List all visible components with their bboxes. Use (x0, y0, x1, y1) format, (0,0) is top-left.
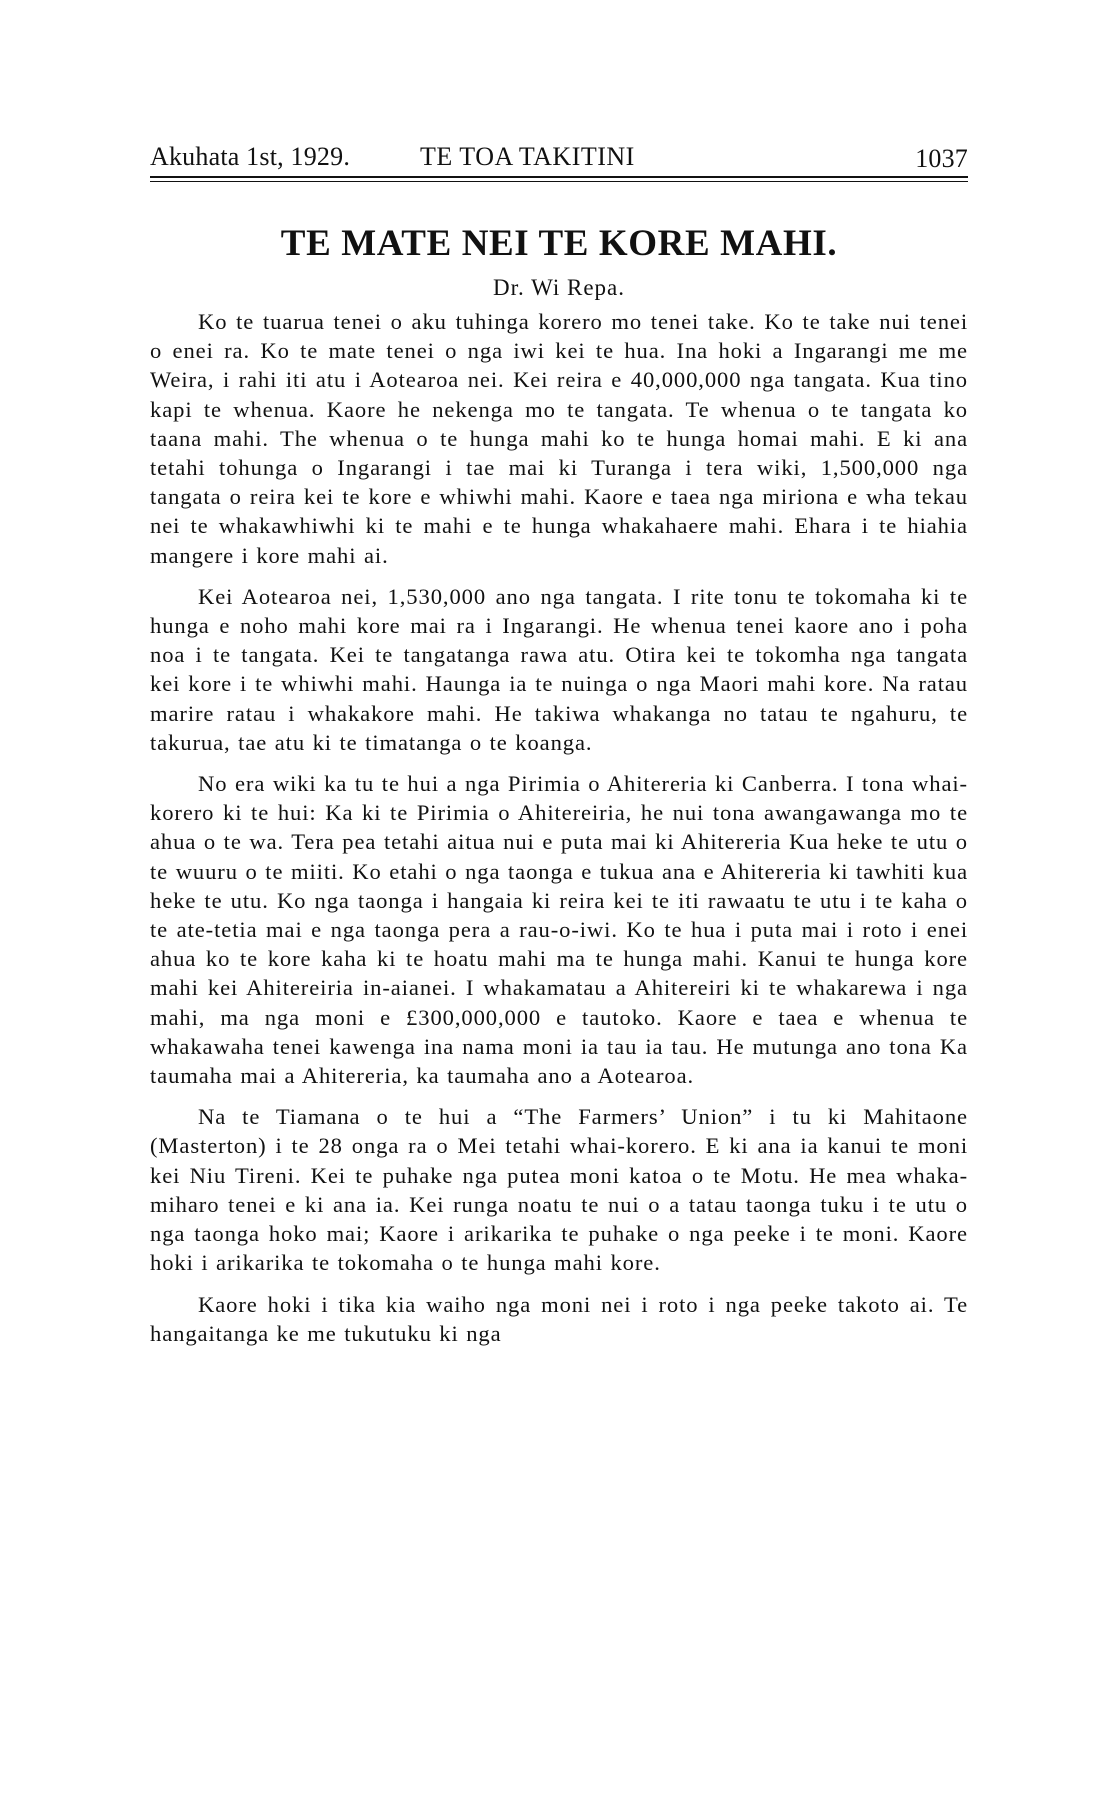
article-title: TE MATE NEI TE KORE MAHI. (280, 223, 838, 264)
running-header (150, 138, 968, 178)
article-body (150, 307, 968, 1348)
issue-date: Akuhata 1st, 1929. (150, 142, 351, 171)
publication-title: TE TOA TAKITINI (420, 142, 635, 171)
paragraph-1: Ko te tuarua tenei o aku tuhinga korero mo tenei take. Ko te take nui tenei o enei ra. Ko te mate tenei o nga iwi kei te hua. Ina hoki a Ingarangi me me Weira, i rahi iti atu i Aotearoa nei. Kei reira e 40,000,000 nga tangata. Kua tino kapi te whenua. Kaore he nekenga mo te tangata. Te whenua o te tangata ko taana mahi. The whenua o te hunga mahi ko te hunga homai mahi. E ki ana tetahi tohunga o Ingarangi i tae mai ki Turanga i tera wiki, 1,500,000 nga tangata o reira kei te kore e whiwhi mahi. Kaore e taea nga miriona e wha tekau nei te whakawhiwhi ki te mahi e te hunga whakahaere mahi. Ehara i te hiahia mangere i kore mahi ai. (150, 309, 968, 568)
paragraph-4: Na te Tiamana o te hui a “The Farmers’ Union” i tu ki Mahitaone (Masterton) i te 28 onga ra o Mei tetahi whai-korero. E ki ana ia kanui te moni kei Niu Tireni. Kei te puhake nga putea moni katoa o te Motu. He mea whaka-miharo tenei e ki ana ia. Kei runga noatu te nui o a tatau taonga tuku i te utu o nga taonga hoko mai; Kaore i arikarika te puhake o nga peeke i te moni. Kaore hoki i arikarika te tokomaha o te hunga mahi kore. (150, 1104, 968, 1276)
page-number: 1037 (915, 144, 968, 173)
page (150, 138, 968, 1348)
header-rule-thick (150, 176, 968, 178)
paragraph-5: Kaore hoki i tika kia waiho nga moni nei i roto i nga peeke takoto ai. Te hangaitanga ke me tukutuku ki nga (150, 1291, 968, 1346)
article-author: Dr. Wi Repa. (492, 275, 626, 300)
paragraph-3: No era wiki ka tu te hui a nga Pirimia o Ahitereria ki Canberra. I tona whai-korero ki te hui: Ka ki te Pirimia o Ahitereiria, he nui tona awangawanga mo te ahua o te wa. Tera pea tetahi aitua nui e puta mai ki Ahitereria Kua heke te utu o te wuuru o te miiti. Ko etahi o nga taonga e tukua ana e Ahitereria ki tawhiti kua heke te utu. Ko nga taonga i hangaia ki reira kei te iti rawaatu te utu i te kaha o te ate-tetia mai e nga taonga pera a rau-o-iwi. Ko te hua i puta mai i roto i enei ahua ko te kore kaha ki te hoatu mahi ma te hunga mahi. Kanui te hunga kore mahi kei Ahitereiria in-aianei. I whakamatau a Ahitereiri ki te whakarewa i nga mahi, ma nga moni e £300,000,000 e tautoko. Kaore e taea e whenua te whakawaha tenei kawenga ina nama moni ia tau ia tau. He mutunga ano tona Ka taumaha mai a Ahitereria, ka taumaha ano a Aotearoa. (150, 771, 968, 1089)
header-rule-thin (150, 181, 968, 182)
paragraph-2: Kei Aotearoa nei, 1,530,000 ano nga tangata. I rite tonu te tokomaha ki te hunga e noho mahi kore mai ra i Ingarangi. He whenua tenei kaore ano i poha noa i te tangata. Kei te tangatanga rawa atu. Otira kei te tokomha nga tangata kei kore i te whiwhi mahi. Haunga ia te nuinga o nga Maori mahi kore. Na ratau marire ratau i whakakore mahi. He takiwa whakanga no tatau te ngahuru, te takurua, tae atu ki te timatanga o te koanga. (150, 583, 968, 755)
